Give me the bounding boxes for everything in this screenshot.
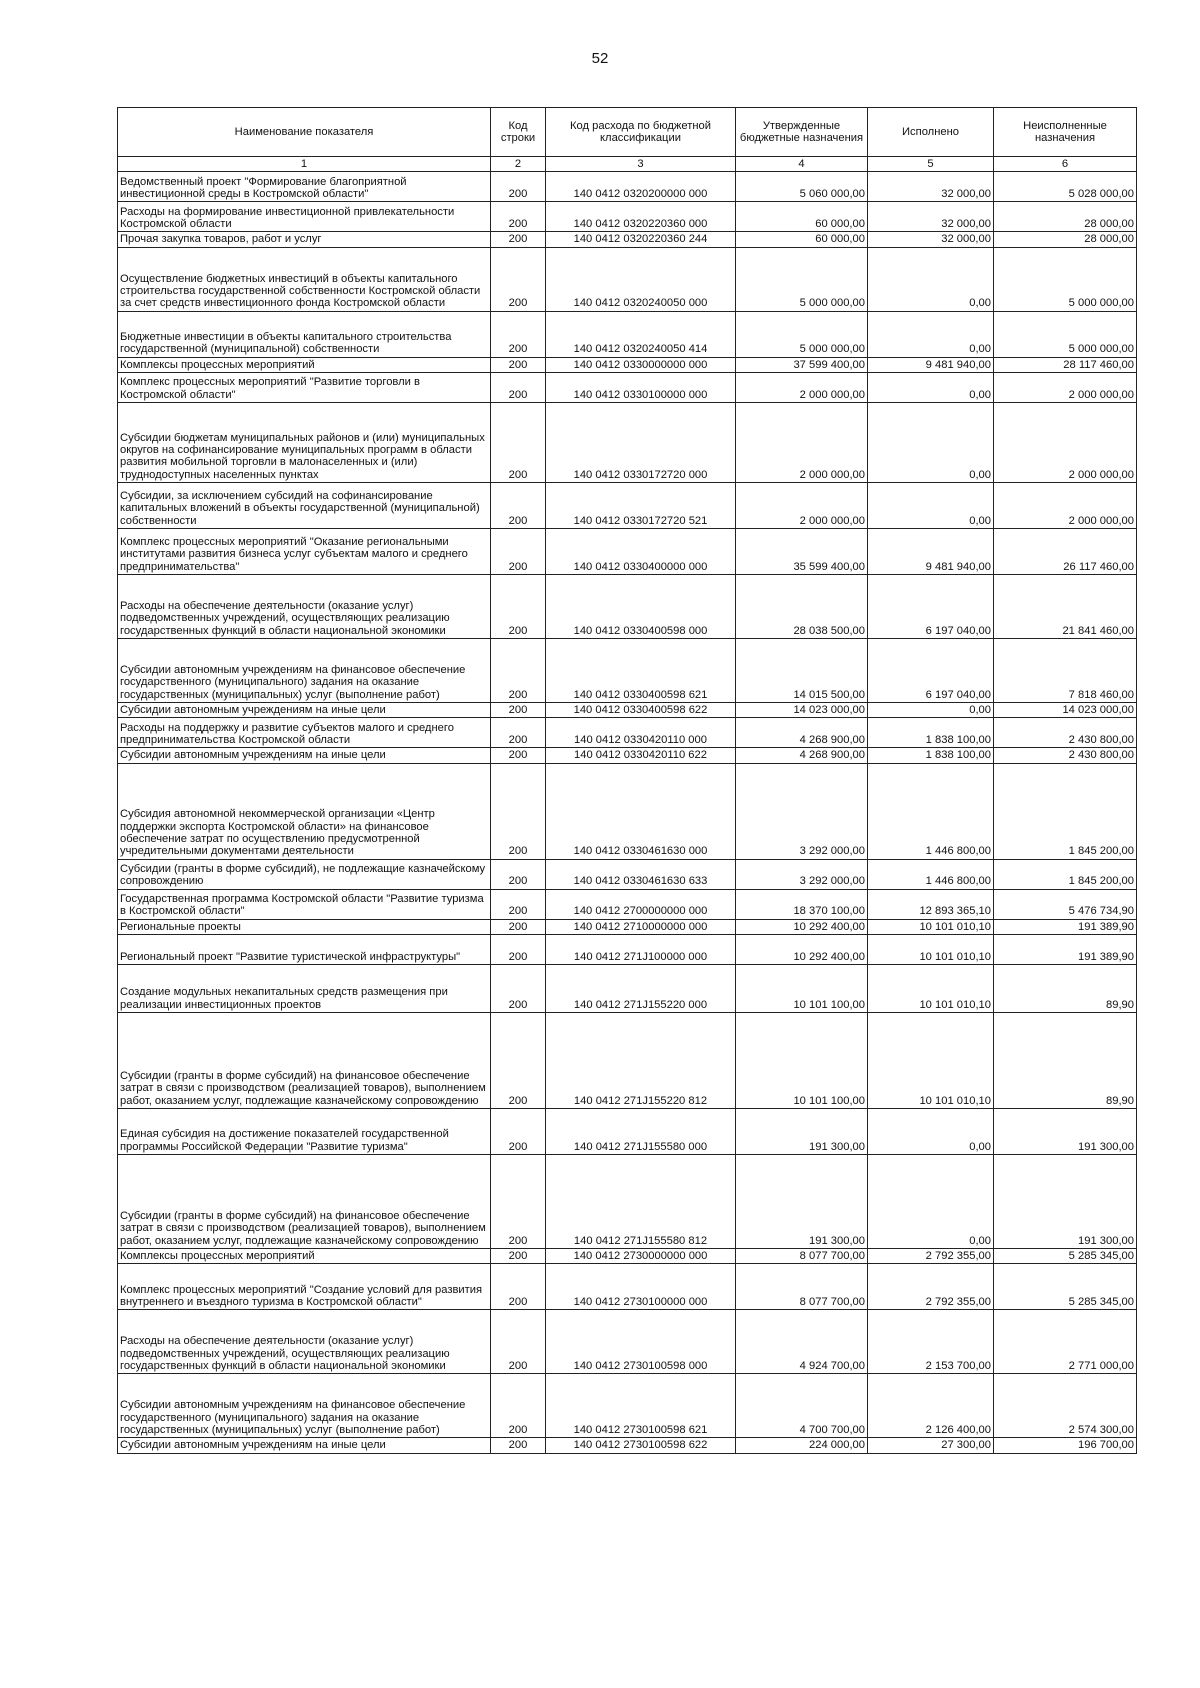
table-row	[118, 859, 1137, 889]
row-budget-code: 140 0412 0330400598 622	[546, 702, 736, 717]
column-number-row	[118, 157, 1137, 172]
table-row	[118, 1012, 1137, 1108]
table-row	[118, 1264, 1137, 1310]
row-executed: 32 000,00	[868, 202, 994, 232]
table-row	[118, 172, 1137, 202]
row-unexecuted: 2 771 000,00	[994, 1310, 1137, 1374]
row-executed: 1 838 100,00	[868, 748, 994, 763]
row-budget-code: 140 0412 0330172720 000	[546, 402, 736, 482]
table-row	[118, 311, 1137, 357]
row-budget-code: 140 0412 2730100598 621	[546, 1374, 736, 1438]
row-approved: 191 300,00	[736, 1154, 868, 1248]
row-approved: 60 000,00	[736, 232, 868, 247]
row-name: Субсидии автономным учреждениям на финансовое обеспечение государственного (муниципального) задания на оказание государственных (муниципальных) услуг (выполнение работ)	[118, 638, 491, 702]
row-executed: 0,00	[868, 1154, 994, 1248]
row-budget-code: 140 0412 2730000000 000	[546, 1248, 736, 1263]
row-executed: 12 893 365,10	[868, 889, 994, 919]
row-approved: 4 268 900,00	[736, 718, 868, 748]
row-name: Субсидии автономным учреждениям на финансовое обеспечение государственного (муниципального) задания на оказание государственных (муниципальных) услуг (выполнение работ)	[118, 1374, 491, 1438]
page-number: 52	[591, 50, 609, 67]
table-row	[118, 1310, 1137, 1374]
row-executed: 32 000,00	[868, 232, 994, 247]
row-name: Субсидии автономным учреждениям на иные цели	[118, 748, 491, 763]
row-unexecuted: 21 841 460,00	[994, 574, 1137, 638]
column-number: 4	[736, 157, 868, 172]
row-approved: 2 000 000,00	[736, 482, 868, 528]
row-name: Региональный проект "Развитие туристической инфраструктуры"	[118, 934, 491, 964]
row-line-code: 200	[491, 1310, 546, 1374]
row-line-code: 200	[491, 357, 546, 372]
row-approved: 14 015 500,00	[736, 638, 868, 702]
row-approved: 10 292 400,00	[736, 919, 868, 934]
row-approved: 2 000 000,00	[736, 402, 868, 482]
row-unexecuted: 5 476 734,90	[994, 889, 1137, 919]
row-name: Субсидии автономным учреждениям на иные цели	[118, 702, 491, 717]
row-name: Субсидии, за исключением субсидий на софинансирование капитальных вложений в объекты государственной (муниципальной) собственности	[118, 482, 491, 528]
table-row	[118, 718, 1137, 748]
row-approved: 18 370 100,00	[736, 889, 868, 919]
row-name: Бюджетные инвестиции в объекты капитального строительства государственной (муниципальной) собственности	[118, 311, 491, 357]
row-budget-code: 140 0412 0330400598 621	[546, 638, 736, 702]
row-budget-code: 140 0412 271J100000 000	[546, 934, 736, 964]
table-row	[118, 964, 1137, 1012]
row-line-code: 200	[491, 1438, 546, 1453]
row-unexecuted: 26 117 460,00	[994, 528, 1137, 574]
row-executed: 0,00	[868, 1108, 994, 1154]
row-line-code: 200	[491, 232, 546, 247]
table-row	[118, 934, 1137, 964]
row-approved: 5 000 000,00	[736, 247, 868, 311]
row-name: Создание модульных некапитальных средств размещения при реализации инвестиционных проектов	[118, 964, 491, 1012]
row-line-code: 200	[491, 702, 546, 717]
row-budget-code: 140 0412 0320220360 244	[546, 232, 736, 247]
row-approved: 4 924 700,00	[736, 1310, 868, 1374]
header-budget-code: Код расхода по бюджетной классификации	[546, 108, 736, 157]
row-budget-code: 140 0412 0320200000 000	[546, 172, 736, 202]
row-unexecuted: 2 000 000,00	[994, 482, 1137, 528]
row-budget-code: 140 0412 2730100598 000	[546, 1310, 736, 1374]
row-approved: 5 000 000,00	[736, 311, 868, 357]
row-executed: 0,00	[868, 372, 994, 402]
row-unexecuted: 5 000 000,00	[994, 311, 1137, 357]
row-budget-code: 140 0412 2700000000 000	[546, 889, 736, 919]
row-executed: 2 153 700,00	[868, 1310, 994, 1374]
row-approved: 4 268 900,00	[736, 748, 868, 763]
row-line-code: 200	[491, 247, 546, 311]
row-unexecuted: 28 117 460,00	[994, 357, 1137, 372]
table-row	[118, 919, 1137, 934]
row-approved: 37 599 400,00	[736, 357, 868, 372]
table-row	[118, 889, 1137, 919]
row-executed: 9 481 940,00	[868, 357, 994, 372]
table-header-row	[118, 108, 1137, 157]
row-unexecuted: 28 000,00	[994, 232, 1137, 247]
row-name: Субсидии бюджетам муниципальных районов и (или) муниципальных округов на софинансирование муниципальных программ в области развития мобильной торговли в малонаселенных и (или) труднодоступных населенных пунктах	[118, 402, 491, 482]
row-budget-code: 140 0412 0330400000 000	[546, 528, 736, 574]
table-row	[118, 202, 1137, 232]
row-unexecuted: 1 845 200,00	[994, 763, 1137, 859]
row-budget-code: 140 0412 0330172720 521	[546, 482, 736, 528]
table-row	[118, 702, 1137, 717]
table-row	[118, 528, 1137, 574]
row-executed: 10 101 010,10	[868, 964, 994, 1012]
row-unexecuted: 5 285 345,00	[994, 1264, 1137, 1310]
row-approved: 8 077 700,00	[736, 1248, 868, 1263]
row-executed: 27 300,00	[868, 1438, 994, 1453]
table-row	[118, 372, 1137, 402]
row-line-code: 200	[491, 718, 546, 748]
row-budget-code: 140 0412 0330420110 000	[546, 718, 736, 748]
row-line-code: 200	[491, 934, 546, 964]
header-executed: Исполнено	[868, 108, 994, 157]
row-approved: 3 292 000,00	[736, 859, 868, 889]
row-name: Региональные проекты	[118, 919, 491, 934]
table-row	[118, 1154, 1137, 1248]
table-row	[118, 232, 1137, 247]
row-unexecuted: 2 574 300,00	[994, 1374, 1137, 1438]
row-name: Субсидии автономным учреждениям на иные цели	[118, 1438, 491, 1453]
row-line-code: 200	[491, 202, 546, 232]
row-executed: 10 101 010,10	[868, 1012, 994, 1108]
row-budget-code: 140 0412 0330461630 000	[546, 763, 736, 859]
row-approved: 10 101 100,00	[736, 1012, 868, 1108]
row-executed: 2 792 355,00	[868, 1264, 994, 1310]
row-budget-code: 140 0412 271J155220 000	[546, 964, 736, 1012]
row-executed: 32 000,00	[868, 172, 994, 202]
row-name: Субсидия автономной некоммерческой организации «Центр поддержки экспорта Костромской области» на финансовое обеспечение затрат по осуществлению предусмотренной учредительными документами деятельности	[118, 763, 491, 859]
row-executed: 0,00	[868, 247, 994, 311]
row-line-code: 200	[491, 482, 546, 528]
row-unexecuted: 2 000 000,00	[994, 402, 1137, 482]
row-name: Ведомственный проект "Формирование благоприятной инвестиционной среды в Костромской области"	[118, 172, 491, 202]
row-approved: 10 292 400,00	[736, 934, 868, 964]
row-unexecuted: 191 389,90	[994, 934, 1137, 964]
row-line-code: 200	[491, 1248, 546, 1263]
table-row	[118, 574, 1137, 638]
row-line-code: 200	[491, 172, 546, 202]
row-line-code: 200	[491, 1264, 546, 1310]
row-unexecuted: 2 430 800,00	[994, 748, 1137, 763]
row-line-code: 200	[491, 638, 546, 702]
row-unexecuted: 7 818 460,00	[994, 638, 1137, 702]
row-budget-code: 140 0412 0330400598 000	[546, 574, 736, 638]
row-line-code: 200	[491, 402, 546, 482]
row-approved: 4 700 700,00	[736, 1374, 868, 1438]
row-unexecuted: 191 300,00	[994, 1108, 1137, 1154]
row-unexecuted: 5 285 345,00	[994, 1248, 1137, 1263]
row-approved: 28 038 500,00	[736, 574, 868, 638]
row-approved: 5 060 000,00	[736, 172, 868, 202]
row-name: Комплекс процессных мероприятий "Создание условий для развития внутреннего и въездного туризма в Костромской области"	[118, 1264, 491, 1310]
row-name: Расходы на обеспечение деятельности (оказание услуг) подведомственных учреждений, осуществляющих реализацию государственных функций в области национальной экономики	[118, 1310, 491, 1374]
row-budget-code: 140 0412 0330461630 633	[546, 859, 736, 889]
row-line-code: 200	[491, 574, 546, 638]
row-unexecuted: 1 845 200,00	[994, 859, 1137, 889]
row-executed: 0,00	[868, 482, 994, 528]
row-unexecuted: 28 000,00	[994, 202, 1137, 232]
row-name: Комплекс процессных мероприятий "Оказание региональными институтами развития бизнеса услуг субъектам малого и среднего предпринимательства"	[118, 528, 491, 574]
row-budget-code: 140 0412 271J155220 812	[546, 1012, 736, 1108]
table-row	[118, 1438, 1137, 1453]
row-unexecuted: 2 430 800,00	[994, 718, 1137, 748]
row-executed: 2 126 400,00	[868, 1374, 994, 1438]
row-line-code: 200	[491, 1374, 546, 1438]
table-row	[118, 482, 1137, 528]
row-approved: 14 023 000,00	[736, 702, 868, 717]
row-approved: 60 000,00	[736, 202, 868, 232]
row-budget-code: 140 0412 0330100000 000	[546, 372, 736, 402]
row-line-code: 200	[491, 1108, 546, 1154]
table-row	[118, 1374, 1137, 1438]
row-name: Расходы на поддержку и развитие субъектов малого и среднего предпринимательства Костромской области	[118, 718, 491, 748]
table-row	[118, 1108, 1137, 1154]
row-unexecuted: 5 000 000,00	[994, 247, 1137, 311]
row-name: Комплекс процессных мероприятий "Развитие торговли в Костромской области"	[118, 372, 491, 402]
row-line-code: 200	[491, 1012, 546, 1108]
table-row	[118, 247, 1137, 311]
row-unexecuted: 5 028 000,00	[994, 172, 1137, 202]
row-line-code: 200	[491, 919, 546, 934]
row-executed: 9 481 940,00	[868, 528, 994, 574]
row-name: Расходы на формирование инвестиционной привлекательности Костромской области	[118, 202, 491, 232]
row-line-code: 200	[491, 1154, 546, 1248]
row-approved: 35 599 400,00	[736, 528, 868, 574]
row-line-code: 200	[491, 889, 546, 919]
row-executed: 0,00	[868, 702, 994, 717]
row-executed: 6 197 040,00	[868, 638, 994, 702]
row-budget-code: 140 0412 0330000000 000	[546, 357, 736, 372]
row-line-code: 200	[491, 859, 546, 889]
column-number: 3	[546, 157, 736, 172]
row-name: Прочая закупка товаров, работ и услуг	[118, 232, 491, 247]
row-approved: 3 292 000,00	[736, 763, 868, 859]
row-line-code: 200	[491, 964, 546, 1012]
column-number: 5	[868, 157, 994, 172]
row-budget-code: 140 0412 0320240050 000	[546, 247, 736, 311]
row-name: Осуществление бюджетных инвестиций в объекты капитального строительства государственной собственности Костромской области за счет средств инвестиционного фонда Костромской области	[118, 247, 491, 311]
row-budget-code: 140 0412 2730100598 622	[546, 1438, 736, 1453]
table-row	[118, 357, 1137, 372]
row-budget-code: 140 0412 2730100000 000	[546, 1264, 736, 1310]
row-name: Государственная программа Костромской области "Развитие туризма в Костромской области"	[118, 889, 491, 919]
row-budget-code: 140 0412 0320220360 000	[546, 202, 736, 232]
row-name: Субсидии (гранты в форме субсидий) на финансовое обеспечение затрат в связи с производством (реализацией товаров), выполнением работ, оказанием услуг, подлежащие казначейскому сопровождению	[118, 1154, 491, 1248]
row-name: Единая субсидия на достижение показателей государственной программы Российской Федерации "Развитие туризма"	[118, 1108, 491, 1154]
row-unexecuted: 89,90	[994, 964, 1137, 1012]
row-name: Расходы на обеспечение деятельности (оказание услуг) подведомственных учреждений, осуществляющих реализацию государственных функций в области национальной экономики	[118, 574, 491, 638]
row-budget-code: 140 0412 0330420110 622	[546, 748, 736, 763]
row-line-code: 200	[491, 311, 546, 357]
row-executed: 2 792 355,00	[868, 1248, 994, 1263]
row-executed: 0,00	[868, 402, 994, 482]
row-name: Комплексы процессных мероприятий	[118, 357, 491, 372]
table-row	[118, 748, 1137, 763]
row-budget-code: 140 0412 2710000000 000	[546, 919, 736, 934]
row-unexecuted: 14 023 000,00	[994, 702, 1137, 717]
table-row	[118, 763, 1137, 859]
row-approved: 2 000 000,00	[736, 372, 868, 402]
row-name: Субсидии (гранты в форме субсидий) на финансовое обеспечение затрат в связи с производством (реализацией товаров), выполнением работ, оказанием услуг, подлежащие казначейскому сопровождению	[118, 1012, 491, 1108]
row-name: Субсидии (гранты в форме субсидий), не подлежащие казначейскому сопровождению	[118, 859, 491, 889]
row-line-code: 200	[491, 763, 546, 859]
row-executed: 1 446 800,00	[868, 859, 994, 889]
row-line-code: 200	[491, 528, 546, 574]
header-approved: Утвержденные бюджетные назначения	[736, 108, 868, 157]
row-budget-code: 140 0412 271J155580 000	[546, 1108, 736, 1154]
row-approved: 8 077 700,00	[736, 1264, 868, 1310]
row-unexecuted: 191 389,90	[994, 919, 1137, 934]
row-unexecuted: 89,90	[994, 1012, 1137, 1108]
row-approved: 224 000,00	[736, 1438, 868, 1453]
row-budget-code: 140 0412 271J155580 812	[546, 1154, 736, 1248]
row-executed: 1 838 100,00	[868, 718, 994, 748]
row-unexecuted: 191 300,00	[994, 1154, 1137, 1248]
row-executed: 6 197 040,00	[868, 574, 994, 638]
row-approved: 10 101 100,00	[736, 964, 868, 1012]
header-indicator-name: Наименование показателя	[118, 108, 491, 157]
row-executed: 10 101 010,10	[868, 919, 994, 934]
header-unexecuted: Неисполненные назначения	[994, 108, 1137, 157]
column-number: 6	[994, 157, 1137, 172]
header-line-code: Код строки	[491, 108, 546, 157]
row-executed: 1 446 800,00	[868, 763, 994, 859]
row-unexecuted: 196 700,00	[994, 1438, 1137, 1453]
budget-execution-table	[117, 107, 1137, 1454]
table-body	[118, 172, 1137, 1453]
column-number: 2	[491, 157, 546, 172]
row-line-code: 200	[491, 748, 546, 763]
row-executed: 0,00	[868, 311, 994, 357]
row-line-code: 200	[491, 372, 546, 402]
table-row	[118, 638, 1137, 702]
row-name: Комплексы процессных мероприятий	[118, 1248, 491, 1263]
row-approved: 191 300,00	[736, 1108, 868, 1154]
table-row	[118, 1248, 1137, 1263]
row-budget-code: 140 0412 0320240050 414	[546, 311, 736, 357]
row-executed: 10 101 010,10	[868, 934, 994, 964]
column-number: 1	[118, 157, 491, 172]
row-unexecuted: 2 000 000,00	[994, 372, 1137, 402]
table-row	[118, 402, 1137, 482]
